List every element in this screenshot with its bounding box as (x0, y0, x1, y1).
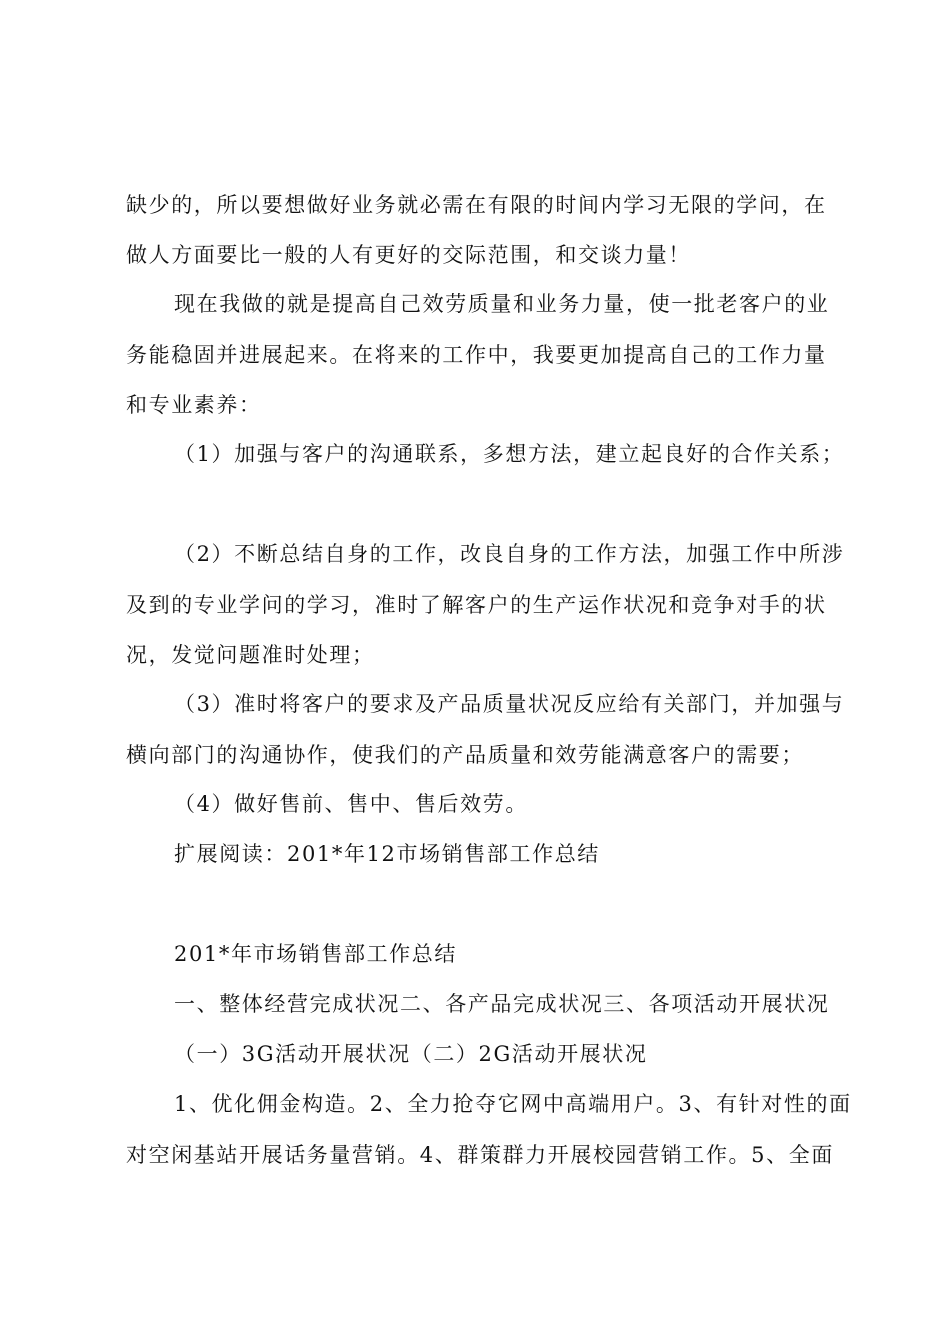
extended-reading-line: 扩展阅读：201*年12市场销售部工作总结 (174, 842, 600, 866)
list-item: （4）做好售前、售中、售后效劳。 (174, 792, 528, 816)
list-item: （1）加强与客户的沟通联系，多想方法，建立起良好的合作关系； (174, 442, 845, 466)
paragraph-line: 和专业素养： (126, 393, 262, 417)
paragraph-line: 务能稳固并进展起来。在将来的工作中，我要更加提高自己的工作力量 (126, 343, 827, 367)
paragraph-line: 横向部门的沟通协作，使我们的产品质量和效劳能满意客户的需要； (126, 743, 804, 767)
paragraph-line: 1、优化佣金构造。2、全力抢夺它网中高端用户。3、有针对性的面 (174, 1092, 852, 1116)
paragraph-line: 一、整体经营完成状况二、各产品完成状况三、各项活动开展状况 (174, 992, 830, 1016)
paragraph-line: 缺少的，所以要想做好业务就必需在有限的时间内学习无限的学问，在 (126, 193, 827, 217)
section-title: 201*年市场销售部工作总结 (174, 942, 457, 966)
list-item: （2）不断总结自身的工作，改良自身的工作方法，加强工作中所涉 (174, 542, 845, 566)
paragraph-line: 及到的专业学问的学习，准时了解客户的生产运作状况和竞争对手的状 (126, 593, 827, 617)
paragraph-line: 对空闲基站开展话务量营销。4、群策群力开展校园营销工作。5、全面 (126, 1143, 834, 1167)
paragraph-line: 现在我做的就是提高自己效劳质量和业务力量，使一批老客户的业 (174, 292, 830, 316)
paragraph-line: 况，发觉问题准时处理； (126, 643, 375, 667)
list-item: （3）准时将客户的要求及产品质量状况反应给有关部门，并加强与 (174, 692, 845, 716)
paragraph-line: 做人方面要比一般的人有更好的交际范围，和交谈力量！ (126, 243, 691, 267)
paragraph-line: （一）3G活动开展状况（二）2G活动开展状况 (174, 1042, 648, 1066)
